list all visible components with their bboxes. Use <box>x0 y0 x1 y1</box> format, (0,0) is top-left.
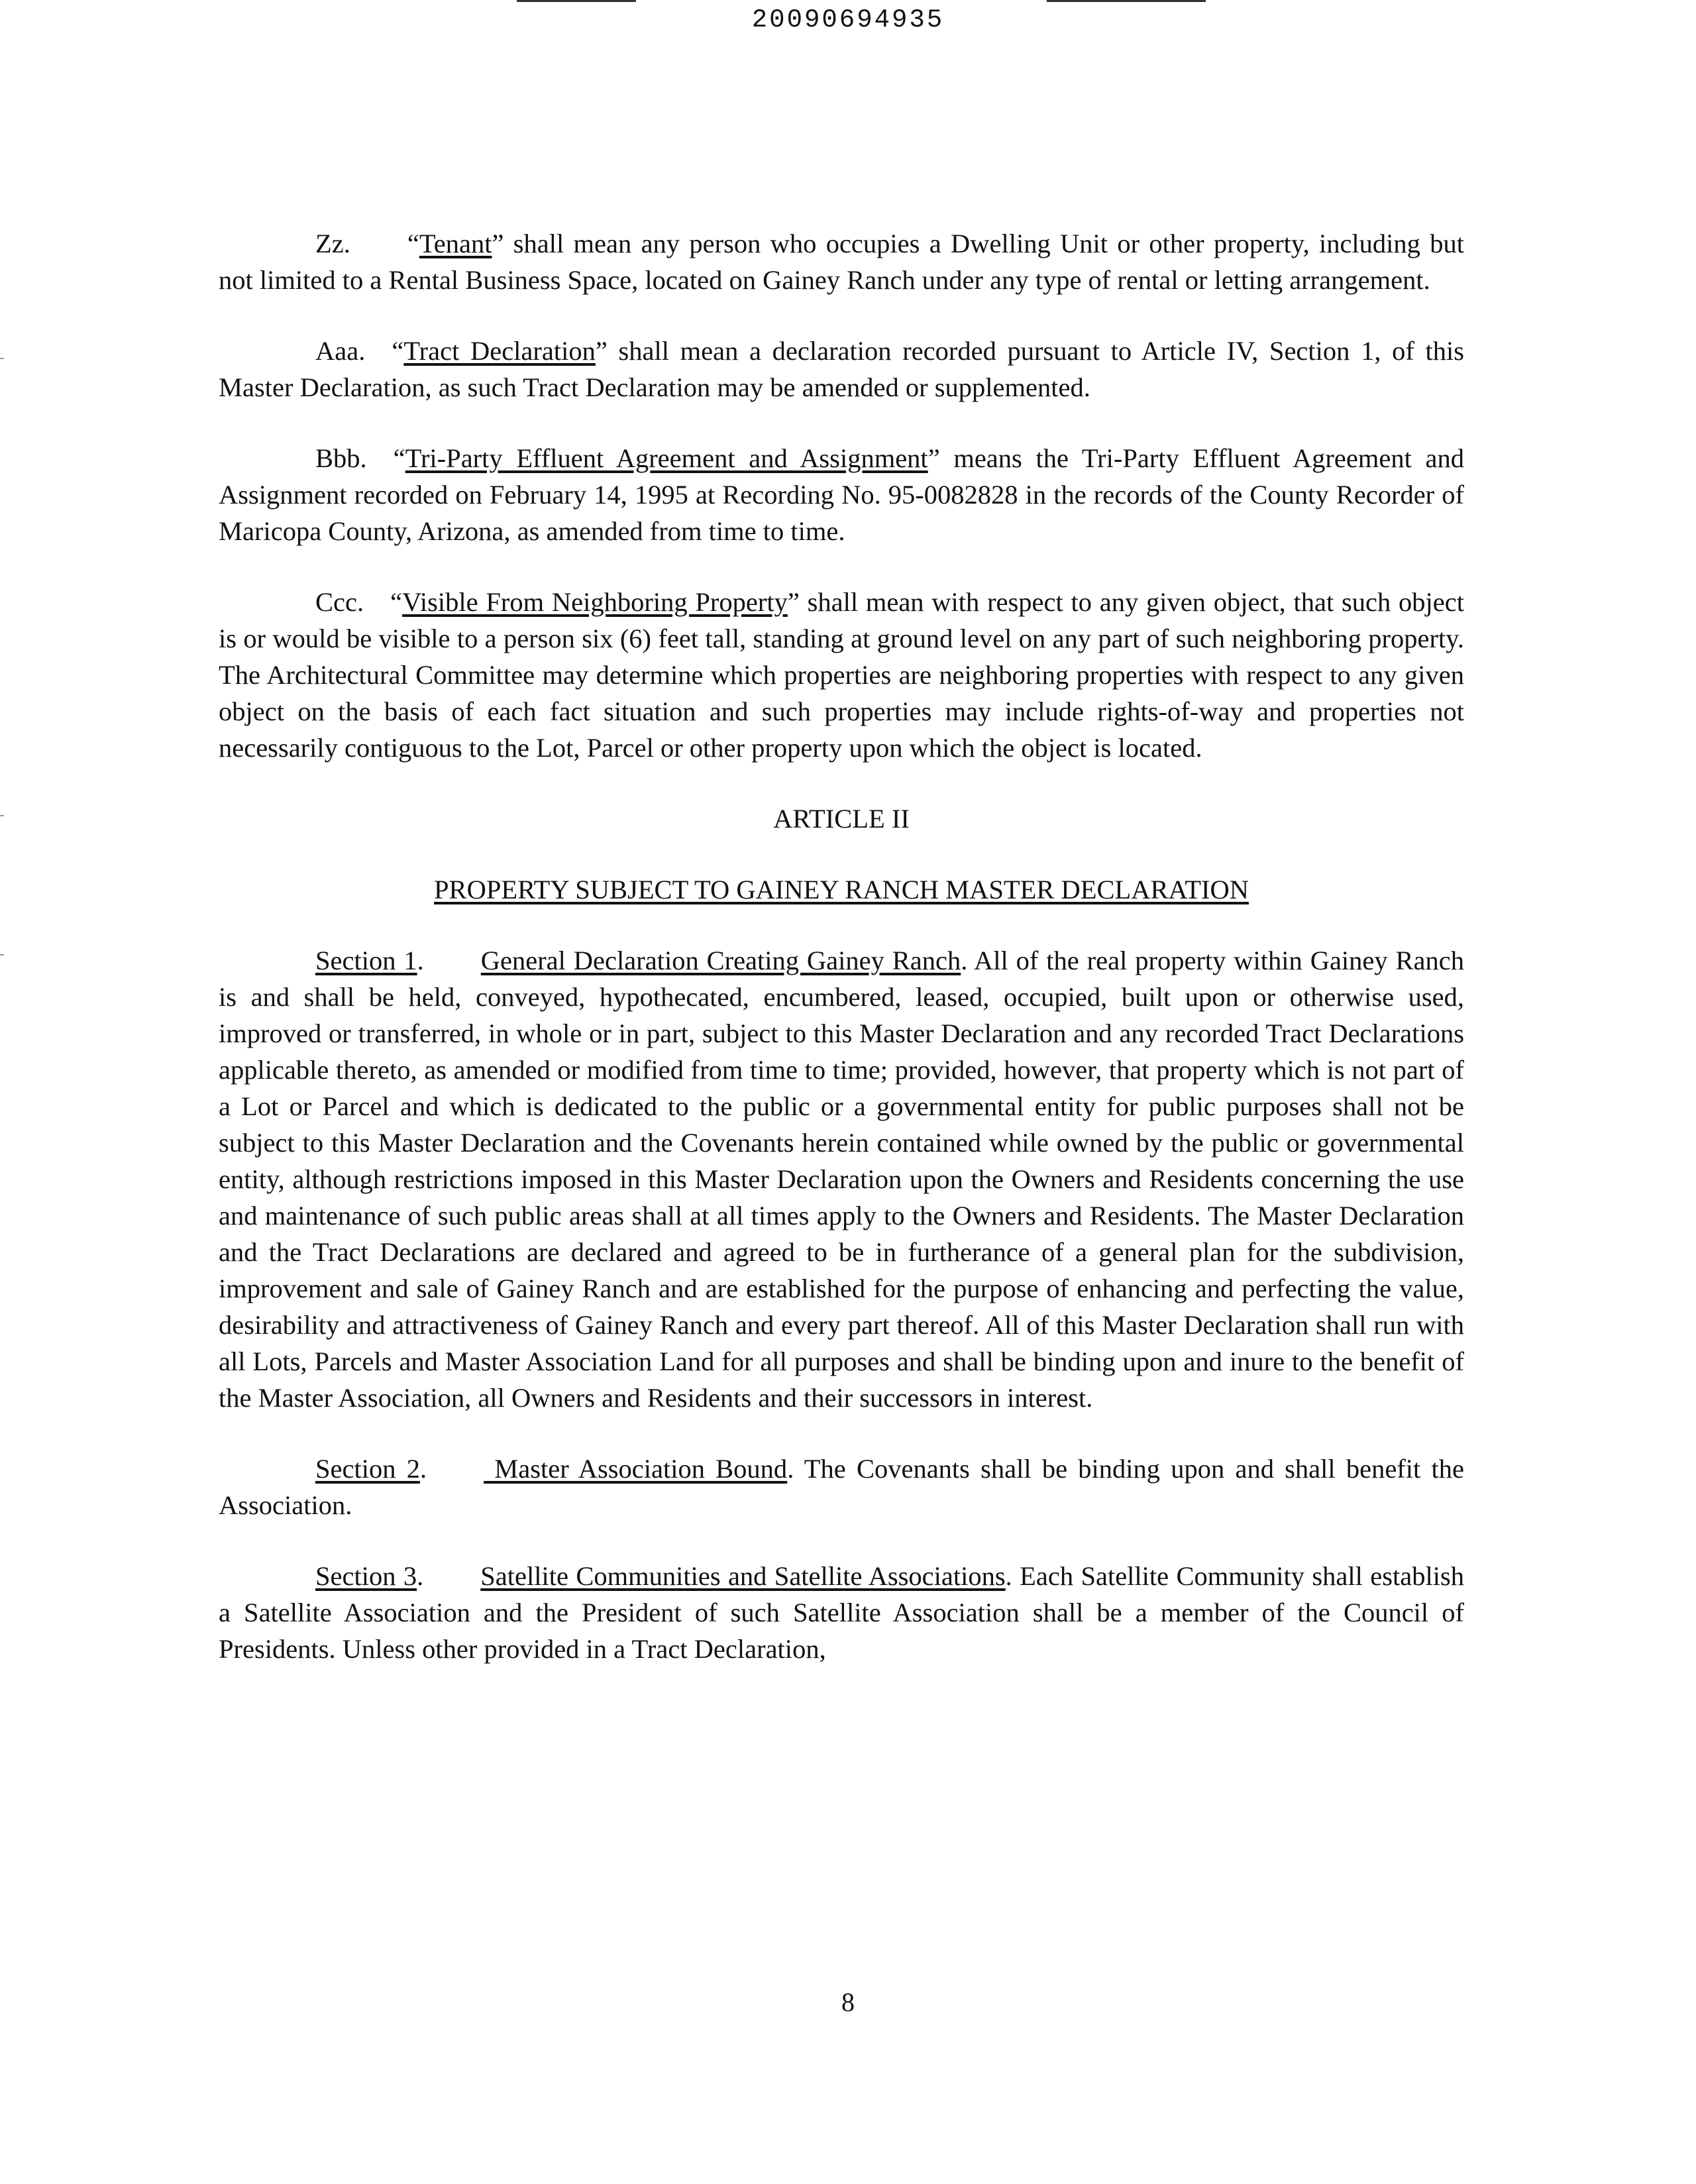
definition-text: shall mean any person who occupies a Dwelling Unit or other property, including but not limited to a Rental Business Space, located on Gainey Ranch under any type of rental or letting arrangement. <box>219 229 1464 295</box>
section-3: Section 3. Satellite Communities and Satellite Associations. Each Satellite Community shall establish a Satellite Association and the President of such Satellite Association shall be a member of the Council of Presidents. Unless other provided in a Tract Declaration, <box>219 1561 1465 1664</box>
page-number: 8 <box>841 1987 855 2017</box>
section-label: Section 3 <box>315 1561 417 1591</box>
article-number: ARTICLE II <box>773 804 910 834</box>
section-label: Section 1 <box>315 946 417 975</box>
definition-zz: Zz. “Tenant” shall mean any person who occupies a Dwelling Unit or other property, including but not limited to a Rental Business Space, located on Gainey Ranch under any type of rental or letting arrangement. <box>219 229 1464 295</box>
definition-label: Zz. <box>315 229 350 258</box>
recording-number: 20090694935 <box>751 5 945 34</box>
section-label: Section 2 <box>315 1454 420 1484</box>
defined-term: Tract Declaration <box>403 336 596 366</box>
section-heading: Satellite Communities and Satellite Associations <box>480 1561 1006 1591</box>
defined-term: Tri-Party Effluent Agreement and Assignment <box>405 443 928 473</box>
section-text: The Covenants shall be binding upon and shall benefit the Association. <box>219 1454 1464 1520</box>
defined-term: Tenant <box>419 229 492 258</box>
scan-edge-line <box>1047 0 1206 2</box>
scan-margin-mark <box>0 815 4 816</box>
definition-ccc: Ccc. “Visible From Neighboring Property” shall mean with respect to any given object, that such object is or would be visible to a person six (6) feet tall, standing at ground level on any part of such neighboring property. The Architectural Committee may determine which properties are neighboring properties with respect to any given object on the basis of each fact situation and such properties may include rights-of-way and properties not necessarily contiguous to the Lot, Parcel or other property upon which the object is located. <box>219 587 1464 763</box>
defined-term: Visible From Neighboring Property <box>402 587 788 617</box>
section-heading: General Declaration Creating Gainey Ranch <box>480 946 961 975</box>
article-title: PROPERTY SUBJECT TO GAINEY RANCH MASTER DECLARATION <box>434 875 1249 904</box>
scan-edge-line <box>517 0 636 2</box>
definition-label: Aaa. <box>315 336 366 366</box>
scan-margin-mark <box>0 358 4 359</box>
section-text: Each Satellite Community shall establish a Satellite Association and the President of such Satellite Association shall be a member of the Council of Presidents. Unless other provided in a Tract Declaration, <box>219 1561 1465 1664</box>
definition-text: shall mean with respect to any given object, that such object is or would be visible to a person six (6) feet tall, standing at ground level on any part of such neighboring property. The Architectural Committee may determine which properties are neighboring properties with respect to any given object on the basis of each fact situation and such properties may include rights-of-way and properties not necessarily contiguous to the Lot, Parcel or other property upon which the object is located. <box>219 587 1464 763</box>
definition-label: Bbb. <box>315 443 367 473</box>
scan-margin-mark <box>0 954 4 956</box>
section-2: Section 2. Master Association Bound. The Covenants shall be binding upon and shall benefit the Association. <box>219 1454 1464 1520</box>
section-text: All of the real property within Gainey Ranch is and shall be held, conveyed, hypothecated, encumbered, leased, occupied, built upon or otherwise used, improved or transferred, in whole or in part, subject to this Master Declaration and any recorded Tract Declarations applicable thereto, as amended or modified from time to time; provided, however, that property which is not part of a Lot or Parcel and which is dedicated to the public or a governmental entity for public purposes shall not be subject to this Master Declaration and the Covenants herein contained while owned by the public or governmental entity, although restrictions imposed in this Master Declaration upon the Owners and Residents concerning the use and maintenance of such public areas shall at all times apply to the Owners and Residents. The Master Declaration and the Tract Declarations are declared and agreed to be in furtherance of a general plan for the subdivision, improvement and sale of Gainey Ranch and are established for the purpose of enhancing and perfecting the value, desirability and attractiveness of Gainey Ranch and every part thereof. All of this Master Declaration shall run with all Lots, Parcels and Master Association Land for all purposes and shall be binding upon and inure to the benefit of the Master Association, all Owners and Residents and their successors in interest. <box>219 946 1465 1413</box>
definition-aaa: Aaa. “Tract Declaration” shall mean a declaration recorded pursuant to Article IV, Section 1, of this Master Declaration, as such Tract Declaration may be amended or supplemented. <box>219 336 1464 402</box>
definition-text: shall mean a declaration recorded pursuant to Article IV, Section 1, of this Master Declaration, as such Tract Declaration may be amended or supplemented. <box>219 336 1464 402</box>
section-heading: Master Association Bound <box>484 1454 788 1484</box>
document-body <box>219 225 1464 1702</box>
section-1: Section 1. General Declaration Creating Gainey Ranch. All of the real property within Gainey Ranch is and shall be held, conveyed, hypothecated, encumbered, leased, occupied, built upon or otherwise used, improved or transferred, in whole or in part, subject to this Master Declaration and any recorded Tract Declarations applicable thereto, as amended or modified from time to time; provided, however, that property which is not part of a Lot or Parcel and which is dedicated to the public or a governmental entity for public purposes shall not be subject to this Master Declaration and the Covenants herein contained while owned by the public or governmental entity, although restrictions imposed in this Master Declaration upon the Owners and Residents concerning the use and maintenance of such public areas shall at all times apply to the Owners and Residents. The Master Declaration and the Tract Declarations are declared and agreed to be in furtherance of a general plan for the subdivision, improvement and sale of Gainey Ranch and are established for the purpose of enhancing and perfecting the value, desirability and attractiveness of Gainey Ranch and every part thereof. All of this Master Declaration shall run with all Lots, Parcels and Master Association Land for all purposes and shall be binding upon and inure to the benefit of the Master Association, all Owners and Residents and their successors in interest. <box>219 946 1465 1413</box>
definition-bbb: Bbb. “Tri-Party Effluent Agreement and Assignment” means the Tri-Party Effluent Agreement and Assignment recorded on February 14, 1995 at Recording No. 95-0082828 in the records of the County Recorder of Maricopa County, Arizona, as amended from time to time. <box>219 443 1464 546</box>
definition-label: Ccc. <box>315 587 364 617</box>
definition-text: means the Tri-Party Effluent Agreement and Assignment recorded on February 14, 1995 at Recording No. 95-0082828 in the records of the County Recorder of Maricopa County, Arizona, as amended from time to time. <box>219 443 1464 546</box>
